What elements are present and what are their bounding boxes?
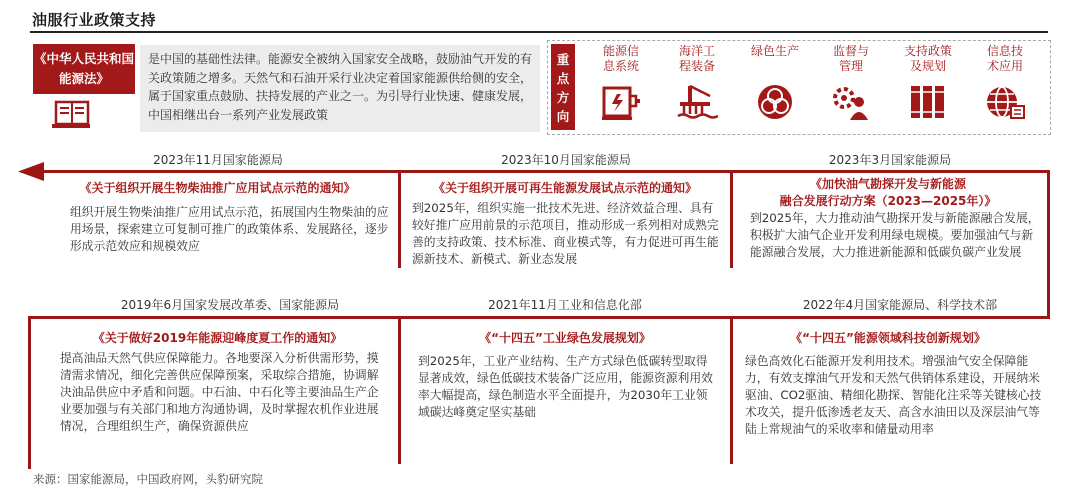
policy-body: 到2025年，工业产业结构、生产方式绿色低碳转型取得显著成效，绿色低碳技术装备广泛应用，能源资源利用效率大幅提高，绿色制造水平全面提升，为2030年工业领域碳达峰奠定坚实基础 — [418, 354, 713, 419]
focus-area-green — [742, 44, 808, 130]
policy-date: 2023年3月国家能源局 — [828, 153, 952, 167]
focus-area-label: 绿色生产 — [750, 44, 799, 58]
timeline-divider — [398, 170, 401, 268]
energy-info-icon — [600, 82, 642, 122]
focus-area-supervision — [818, 44, 884, 130]
focus-area-offshore — [664, 44, 730, 130]
policy-title: 《“十四五”工业绿色发展规划》 — [479, 331, 651, 345]
focus-area-energy-info — [588, 44, 654, 130]
focus-area-label: 监督与 管理 — [832, 44, 869, 73]
policy-date: 2019年6月国家发展改革委、国家能源局 — [120, 298, 340, 312]
focus-area-it — [972, 44, 1038, 130]
policy-body: 组织开展生物柴油推广应用试点示范，拓展国内生物柴油的应用场景，探索建立可复制可推广的政策体系、发展路径，逐步形成示范效应和规模效应 — [70, 205, 389, 253]
policy-title: 《加快油气勘探开发与新能源 融合发展行动方案（2023—2025年）》 — [779, 177, 997, 208]
policy-date: 2022年4月国家能源局、科学技术部 — [802, 298, 998, 312]
focus-area-label: 能源信 息系统 — [602, 44, 639, 73]
book-icon — [50, 100, 92, 130]
policy-body: 到2025年，大力推动油气勘探开发与新能源融合发展，积极扩大油气企业开发利用绿电规模。要加强油气与新能源融合发展，大力推进新能源和低碳负碳产业发展 — [750, 211, 1040, 259]
timeline-divider — [730, 316, 733, 464]
timeline-line-top — [40, 170, 1050, 173]
focus-tag: 重点方向 — [551, 44, 575, 130]
it-globe-icon — [984, 82, 1026, 122]
law-tag: 《中华人民共和国能源法》 — [33, 44, 135, 94]
timeline-divider — [730, 170, 733, 268]
timeline-divider — [398, 316, 401, 464]
policy-title: 《关于组织开展可再生能源发展试点示范的通知》 — [432, 181, 697, 195]
policy-body: 到2025年，组织实施一批技术先进、经济效益合理、具有较好推广应用前景的示范项目，推动形成一系列相对成熟完善的支持政策、技术标准、商业模式等，有力促进可再生能源新技术、新模式、新业态发展 — [412, 201, 719, 266]
page-title: 油服行业政策支持 — [32, 11, 157, 29]
timeline-line-middle — [28, 316, 1050, 319]
policy-body: 提高油品天然气供应保障能力。各地要深入分析供需形势，摸清需求情况，细化完善供应保障预案，采取综合措施，协调解决油品供应中矛盾和问题。中石油、中石化等主要油品生产企业要加强与有关部门和地方沟通协调，及时掌握农机作业进展情况，合理组织生产，确保资源供应 — [60, 351, 379, 433]
policy-books-icon — [907, 82, 949, 122]
policy-date: 2023年10月国家能源局 — [501, 153, 631, 167]
green-production-icon — [754, 82, 796, 122]
focus-area-policy — [895, 44, 961, 130]
focus-area-label: 支持政策 及规划 — [903, 44, 952, 73]
supervision-icon — [830, 82, 872, 122]
policy-date: 2023年11月国家能源局 — [153, 153, 283, 167]
focus-area-label: 信息技 术应用 — [986, 44, 1023, 73]
policy-title: 《“十四五”能源领域科技创新规划》 — [790, 331, 986, 345]
offshore-rig-icon — [676, 82, 718, 122]
policy-title: 《关于做好2019年能源迎峰度夏工作的通知》 — [92, 331, 343, 345]
law-description: 是中国的基础性法律。能源安全被纳入国家安全战略，鼓励油气开发的有关政策随之增多。天然气和石油开采行业决定着国家能源供给侧的安全，属于国家重点鼓励、扶持发展的产业之一。为引导行业快速、健康发展，中国相继出台一系列产业发展政策 — [140, 45, 540, 132]
policy-title: 《关于组织开展生物柴油推广应用试点示范的通知》 — [79, 181, 356, 195]
policy-date: 2021年11月工业和信息化部 — [488, 298, 642, 312]
source-note: 来源：国家能源局，中国政府网，头豹研究院 — [33, 472, 263, 486]
title-divider — [30, 31, 1048, 33]
focus-area-label: 海洋工 程装备 — [678, 44, 715, 73]
timeline-arrow-icon — [18, 162, 44, 181]
timeline-line-left — [28, 316, 31, 469]
policy-body: 绿色高效化石能源开发利用技术。增强油气安全保障能力，有效支撑油气开发和天然气供销体系建设，开展纳米驱油、CO2驱油、精细化勘探、智能化注采等关键核心技术攻关，提升低渗透老友天、高含水油田以及深层油气等陆上常规油气的采收率和储量动用率 — [745, 354, 1042, 436]
